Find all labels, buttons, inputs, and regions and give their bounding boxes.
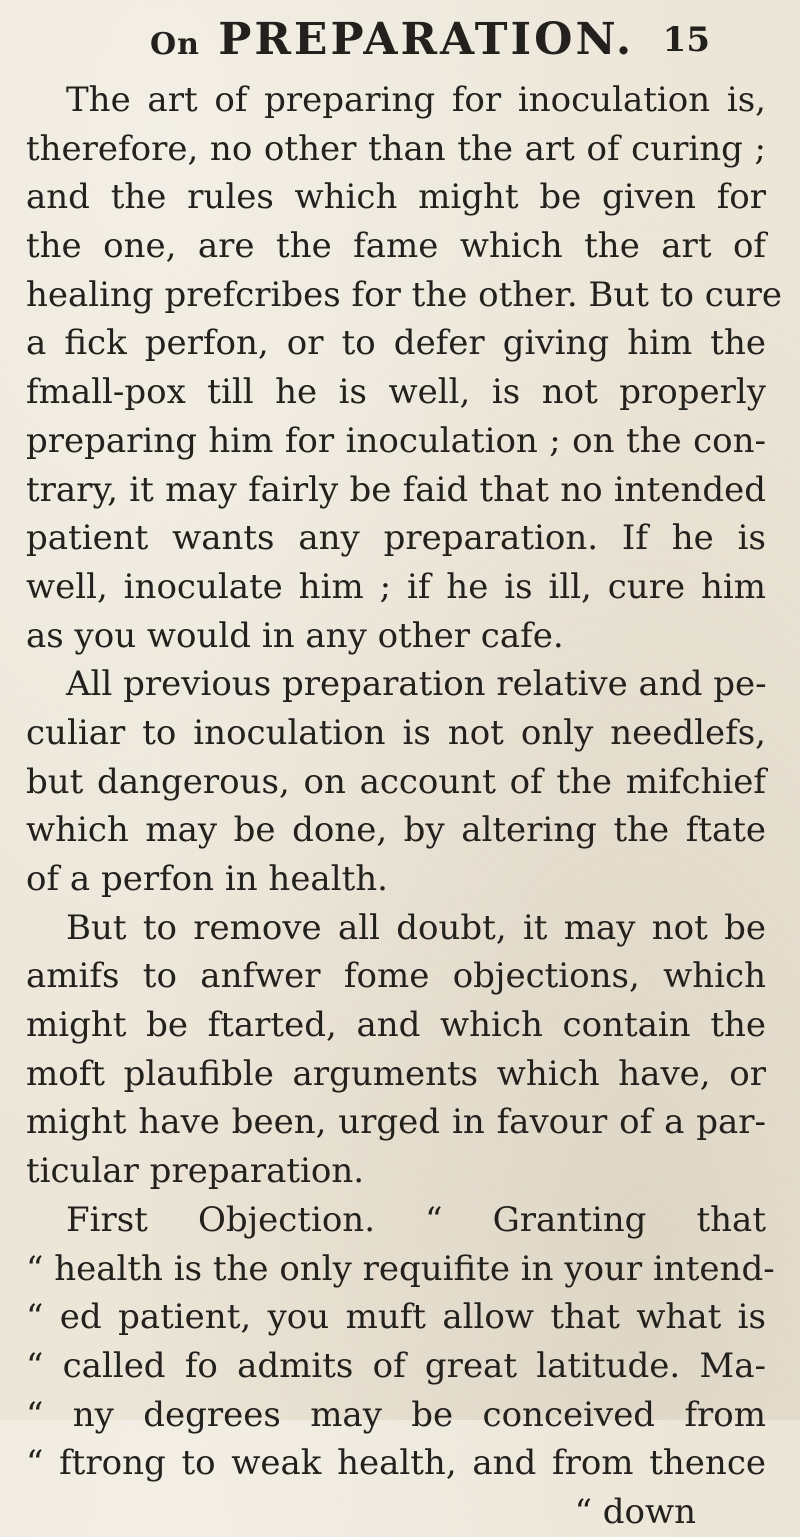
- text-line: as you would in any other cafe.: [26, 615, 564, 656]
- text-line: First Objection. “ Granting that: [66, 1199, 766, 1240]
- page-header: [150, 14, 710, 74]
- text-line: trary, it may fairly be faid that no intended: [26, 469, 766, 510]
- text-line: might have been, urged in favour of a par-: [26, 1102, 766, 1143]
- text-line: ticular preparation.: [26, 1151, 365, 1192]
- text-line: culiar to inoculation is not only needlefs,: [26, 712, 766, 753]
- catchword: “ down: [574, 1491, 696, 1532]
- text-line: might be ftarted, and which contain the: [26, 1005, 766, 1046]
- text-line: well, inoculate him ; if he is ill, cure him: [26, 566, 766, 607]
- running-head: [150, 14, 634, 65]
- text-line: therefore, no other than the art of curing ;: [26, 128, 766, 169]
- text-line: and the rules which might be given for: [26, 177, 766, 218]
- running-head-title: PREPARATION.: [218, 14, 635, 65]
- text-line: healing prefcribes for the other. But to cure: [26, 274, 783, 315]
- text-line: fmall-pox till he is well, is not properly: [26, 372, 766, 413]
- text-line: but dangerous, on account of the mifchief: [26, 761, 766, 802]
- text-line: “ called fo admits of great latitude. Ma-: [26, 1345, 766, 1386]
- text-line: “ ftrong to weak health, and from thence: [26, 1443, 766, 1484]
- text-line: preparing him for inoculation ; on the con-: [26, 420, 766, 461]
- page-number: 15: [662, 20, 710, 60]
- text-line: patient wants any preparation. If he is: [26, 518, 766, 559]
- body-text: [26, 76, 783, 1537]
- text-line: The art of preparing for inoculation is,: [66, 80, 766, 120]
- running-head-on: On: [150, 27, 200, 62]
- text-line: “ ny degrees may be conceived from: [26, 1394, 766, 1435]
- text-line: moft plaufible arguments which have, or: [26, 1053, 766, 1094]
- text-line: But to remove all doubt, it may not be: [66, 907, 766, 948]
- text-line: which may be done, by altering the ftate: [26, 810, 766, 851]
- text-line: “ ed patient, you muft allow that what is: [26, 1297, 766, 1338]
- text-line: a fick perfon, or to defer giving him the: [26, 323, 766, 364]
- text-line: All previous preparation relative and pe-: [66, 664, 767, 705]
- text-line: of a perfon in health.: [26, 859, 388, 899]
- text-line: amifs to anfwer fome objections, which: [26, 956, 766, 997]
- text-line: “ health is the only requifite in your intend-: [26, 1248, 775, 1289]
- text-line: the one, are the fame which the art of: [26, 226, 766, 267]
